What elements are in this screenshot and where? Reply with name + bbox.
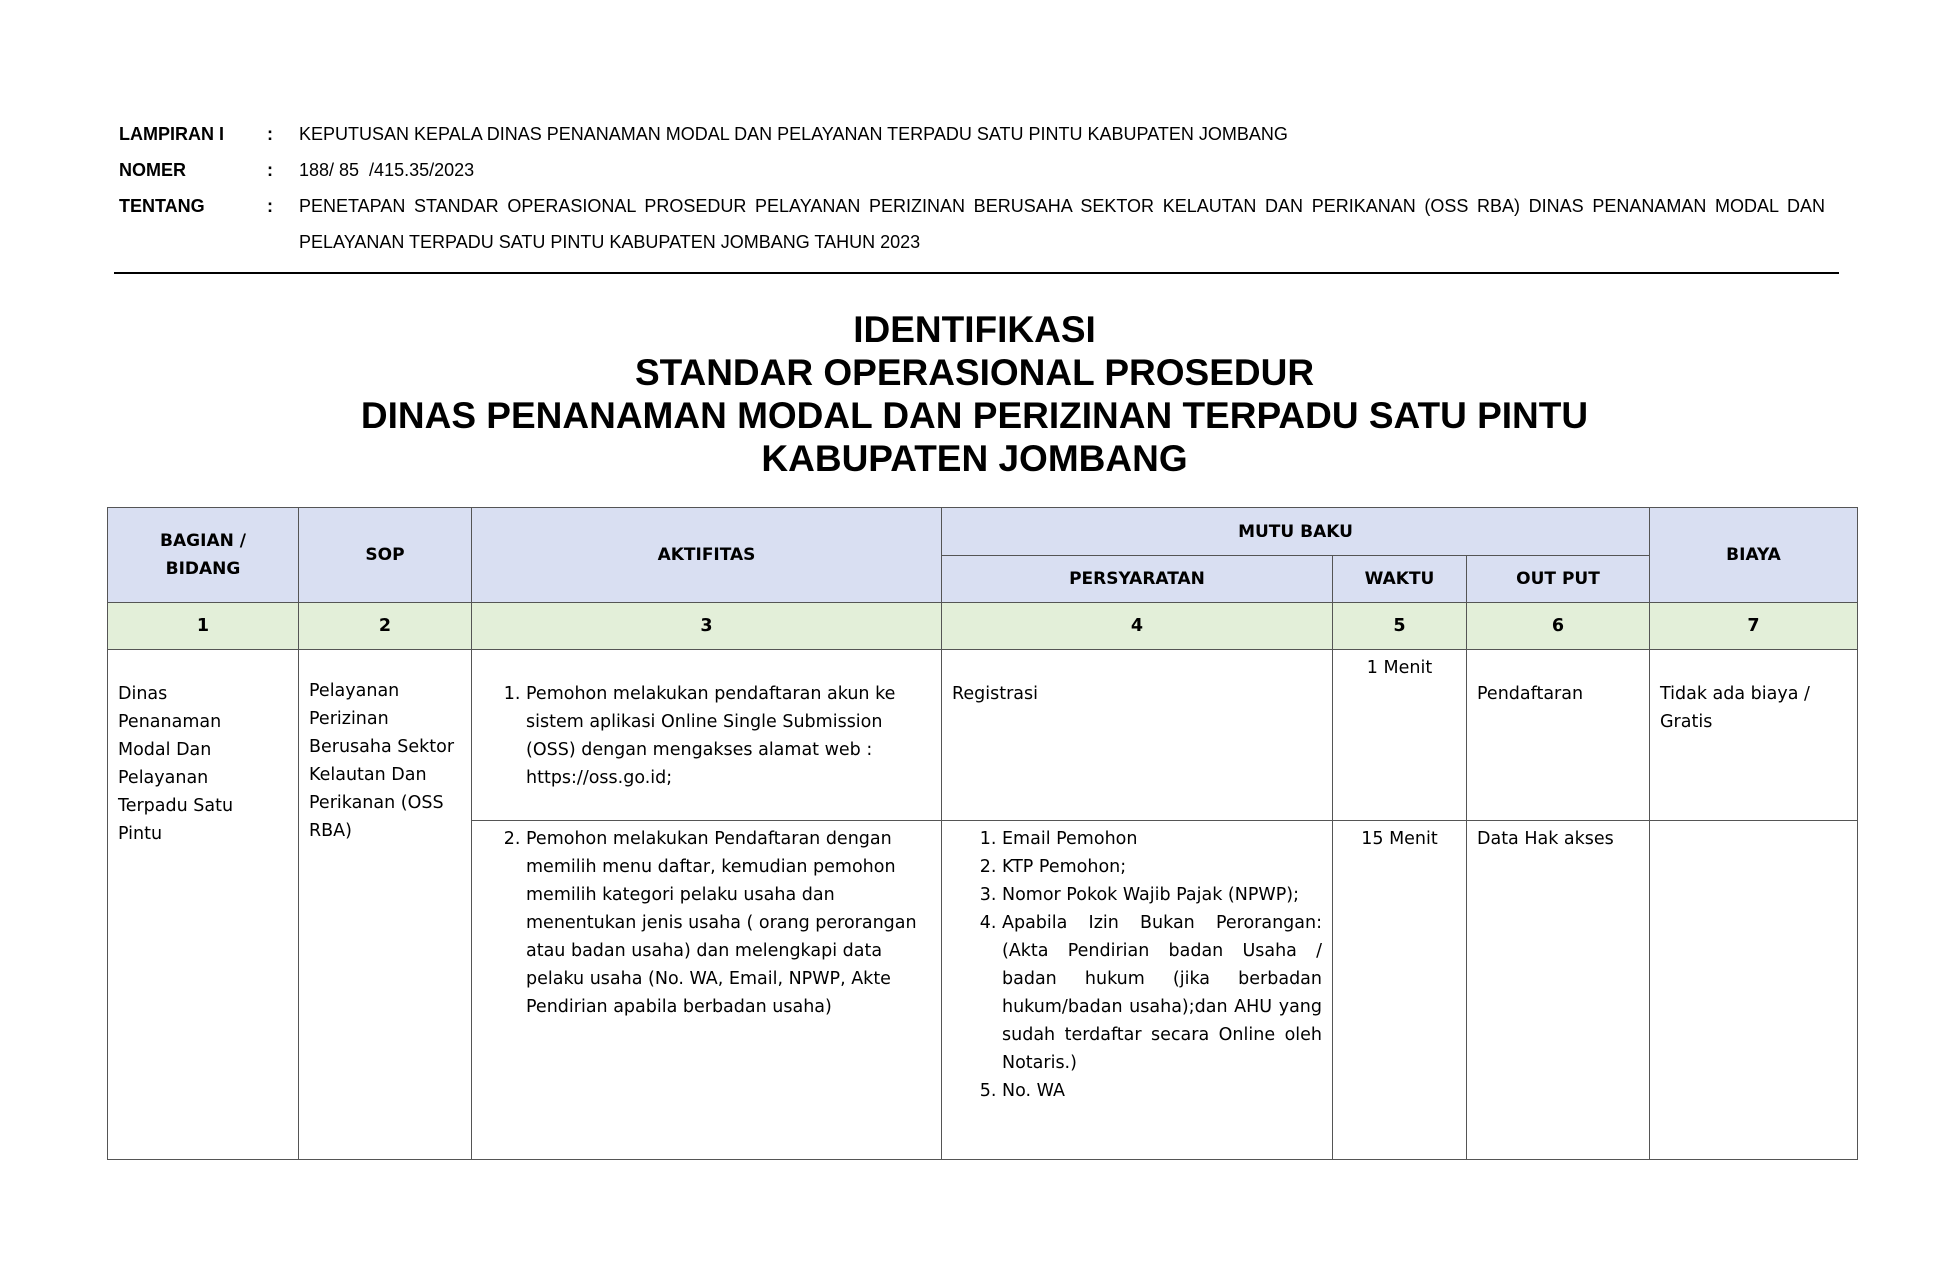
column-number: 1 <box>108 603 299 650</box>
waktu-cell: 1 Menit <box>1333 650 1467 821</box>
persyaratan-item: 2. KTP Pemohon; <box>1002 853 1322 881</box>
column-number: 2 <box>299 603 472 650</box>
aktifitas-item: 2. Pemohon melakukan Pendaftaran dengan memilih menu daftar, kemudian pemohon memilih kategori pelaku usaha dan menentukan jenis usaha ( orang perorangan atau badan usaha) dan melengkapi data pelaku usaha (No. WA, Email, NPWP, Akte Pendirian apabila berbadan usaha) <box>526 825 931 1021</box>
title-line-1: IDENTIFIKASI <box>853 309 1096 350</box>
column-number: 5 <box>1333 603 1467 650</box>
persyaratan-cell <box>942 821 1333 1160</box>
sop-table <box>107 507 1858 1160</box>
lampiran-value: KEPUTUSAN KEPALA DINAS PENANAMAN MODAL DAN PELAYANAN TERPADU SATU PINTU KABUPATEN JOMBANG <box>299 124 1288 144</box>
lampiran-row <box>119 116 1825 152</box>
persyaratan-item: 5. No. WA <box>1002 1077 1322 1105</box>
aktifitas-cell <box>472 650 942 821</box>
lampiran-label: LAMPIRAN I <box>119 124 224 144</box>
output-cell: Pendaftaran <box>1467 650 1650 821</box>
output-cell: Data Hak akses <box>1467 821 1650 1160</box>
column-number: 6 <box>1467 603 1650 650</box>
tentang-colon: : <box>267 196 273 216</box>
col-header-mutu-baku: MUTU BAKU <box>942 508 1650 556</box>
aktifitas-list <box>482 825 931 1021</box>
col-header-waktu: WAKTU <box>1333 556 1467 603</box>
tentang-row <box>119 188 1825 260</box>
lampiran-colon: : <box>267 124 273 144</box>
col-header-bagian: BAGIAN / BIDANG <box>108 508 299 603</box>
aktifitas-list <box>482 680 931 792</box>
persyaratan-list <box>952 825 1322 1105</box>
biaya-cell <box>1650 821 1858 1160</box>
nomer-row <box>119 152 1825 188</box>
aktifitas-cell <box>472 821 942 1160</box>
tentang-value: PENETAPAN STANDAR OPERASIONAL PROSEDUR PELAYANAN PERIZINAN BERUSAHA SEKTOR KELAUTAN DAN PERIKANAN (OSS RBA) DINAS PENANAMAN MODAL DAN PELAYANAN TERPADU SATU PINTU KABUPATEN JOMBANG TAHUN 2023 <box>299 196 1825 252</box>
nomer-colon: : <box>267 160 273 180</box>
persyaratan-item: 1. Email Pemohon <box>1002 825 1322 853</box>
column-number: 4 <box>942 603 1333 650</box>
column-number-row <box>108 603 1858 650</box>
sop-cell: Pelayanan Perizinan Berusaha Sektor Kelautan Dan Perikanan (OSS RBA) <box>299 650 472 1160</box>
col-header-persyaratan: PERSYARATAN <box>942 556 1333 603</box>
header-row-1 <box>108 508 1858 556</box>
table-row <box>108 650 1858 821</box>
nomer-value: 188/ 85 /415.35/2023 <box>299 160 475 180</box>
aktifitas-item: 1. Pemohon melakukan pendaftaran akun ke sistem aplikasi Online Single Submission (OSS) dengan mengakses alamat web : https://oss.go.id; <box>526 680 931 792</box>
document-header <box>119 116 1825 260</box>
persyaratan-item: 4. Apabila Izin Bukan Perorangan: (Akta Pendirian badan Usaha / badan hukum (jika berbadan hukum/badan usaha);dan AHU yang sudah terdaftar secara Online oleh Notaris.) <box>1002 909 1322 1077</box>
waktu-cell: 15 Menit <box>1333 821 1467 1160</box>
column-number: 3 <box>472 603 942 650</box>
column-number: 7 <box>1650 603 1858 650</box>
persyaratan-cell: Registrasi <box>942 650 1333 821</box>
nomer-label: NOMER <box>119 160 186 180</box>
title-line-2: STANDAR OPERASIONAL PROSEDUR <box>634 352 1315 393</box>
title-line-4: KABUPATEN JOMBANG <box>761 438 1188 479</box>
bagian-cell: Dinas Penanaman Modal Dan Pelayanan Terpadu Satu Pintu <box>108 650 299 1160</box>
col-header-aktifitas: AKTIFITAS <box>472 508 942 603</box>
persyaratan-item: 3. Nomor Pokok Wajib Pajak (NPWP); <box>1002 881 1322 909</box>
biaya-cell: Tidak ada biaya / Gratis <box>1650 650 1858 821</box>
col-header-output: OUT PUT <box>1467 556 1650 603</box>
header-divider <box>114 272 1839 274</box>
document-title <box>0 308 1949 480</box>
col-header-biaya: BIAYA <box>1650 508 1858 603</box>
title-line-3: DINAS PENANAMAN MODAL DAN PERIZINAN TERPADU SATU PINTU <box>360 395 1589 436</box>
col-header-sop: SOP <box>299 508 472 603</box>
tentang-label: TENTANG <box>119 196 205 216</box>
